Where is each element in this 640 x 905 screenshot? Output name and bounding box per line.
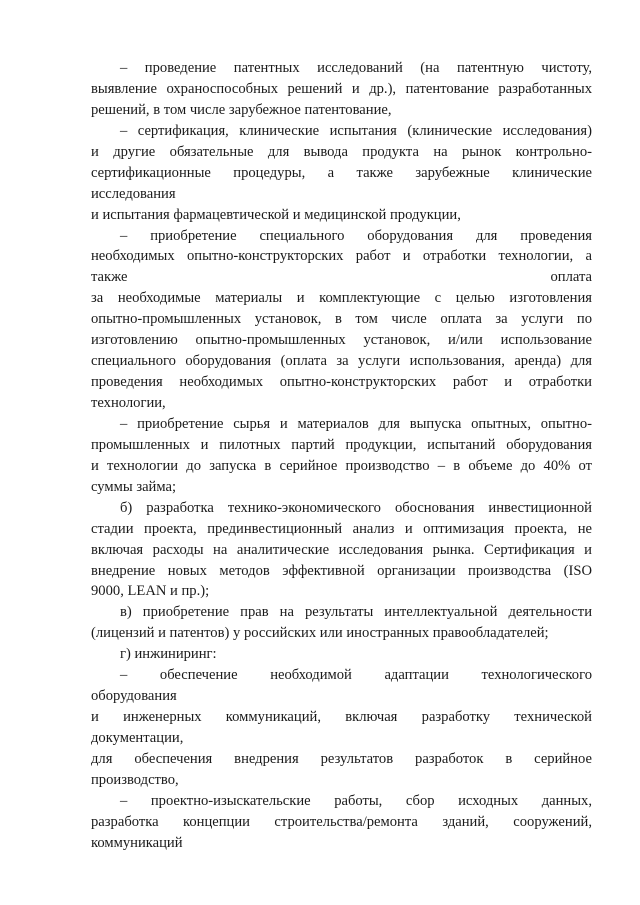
text-line: специального оборудования (оплата за услуги использования, аренда) для xyxy=(91,353,592,370)
text-line: оборудования xyxy=(91,688,177,705)
text-line: изготовлению опытно-промышленных установок, и/или использование xyxy=(91,332,592,349)
text-line: стадии проекта, прединвестиционный анализ и оптимизация проекта, не xyxy=(91,520,592,537)
text-line: – проектно-изыскательские работы, сбор исходных данных, xyxy=(120,792,592,809)
text-line: также оплата xyxy=(91,269,592,286)
text-line: – сертификация, клинические испытания (клинические исследования) xyxy=(120,122,592,139)
text-line: технологии, xyxy=(91,395,166,411)
text-line: за необходимые материалы и комплектующие с целью изготовления xyxy=(91,290,592,307)
text-line: выявление охраноспособных решений и др.), патентование разработанных xyxy=(91,80,592,97)
text-line: и технологии до запуска в серийное производство – в объеме до 40% от xyxy=(91,457,592,474)
text-line: производство, xyxy=(91,771,179,788)
text-line: внедрение новых методов эффективной организации производства (ISO xyxy=(91,562,592,579)
text-line: – приобретение сырья и материалов для выпуска опытных, опытно- xyxy=(120,415,592,432)
text-line: проведения необходимых опытно-конструкторских работ и отработки xyxy=(91,374,592,391)
text-line: (лицензий и патентов) у российских или иностранных правообладателей; xyxy=(91,625,549,642)
text-line: разработка концепции строительства/ремонта зданий, сооружений, xyxy=(91,813,592,830)
text-line: опытно-промышленных установок, в том числе оплата за услуги по xyxy=(91,311,592,328)
text-line: – обеспечение необходимой адаптации технологического xyxy=(120,667,592,684)
text-line: промышленных и пилотных партий продукции, испытаний оборудования xyxy=(91,436,592,453)
text-line: б) разработка технико-экономического обоснования инвестиционной xyxy=(120,499,592,516)
text-line: – проведение патентных исследований (на патентную чистоту, xyxy=(120,60,592,76)
text-line: документации, xyxy=(91,730,184,746)
text-line: в) приобретение прав на результаты интеллектуальной деятельности xyxy=(120,604,592,621)
text-line: необходимых опытно-конструкторских работ и отработки технологии, а xyxy=(91,248,592,265)
text-line: включая расходы на аналитические исследования рынка. Сертификация и xyxy=(91,541,592,558)
text-line: и инженерных коммуникаций, включая разработку технической xyxy=(91,709,592,726)
text-line: и другие обязательные для вывода продукта на рынок контрольно- xyxy=(91,143,592,160)
text-line: суммы займа; xyxy=(91,478,177,495)
text-line: коммуникаций xyxy=(91,834,183,851)
text-line: сертификационные процедуры, а также зарубежные клинические xyxy=(91,164,592,181)
text-line: решений, в том числе зарубежное патентование, xyxy=(91,101,392,118)
text-line: 9000, LEAN и пр.); xyxy=(91,583,210,600)
text-line: исследования xyxy=(91,185,176,202)
text-line: для обеспечения внедрения результатов разработок в серийное xyxy=(91,750,592,767)
text-line: и испытания фармацевтической и медицинской продукции, xyxy=(91,206,461,223)
document-body xyxy=(91,58,592,854)
text-line: – приобретение специального оборудования для проведения xyxy=(120,227,592,244)
text-line: г) инжиниринг: xyxy=(120,646,217,663)
